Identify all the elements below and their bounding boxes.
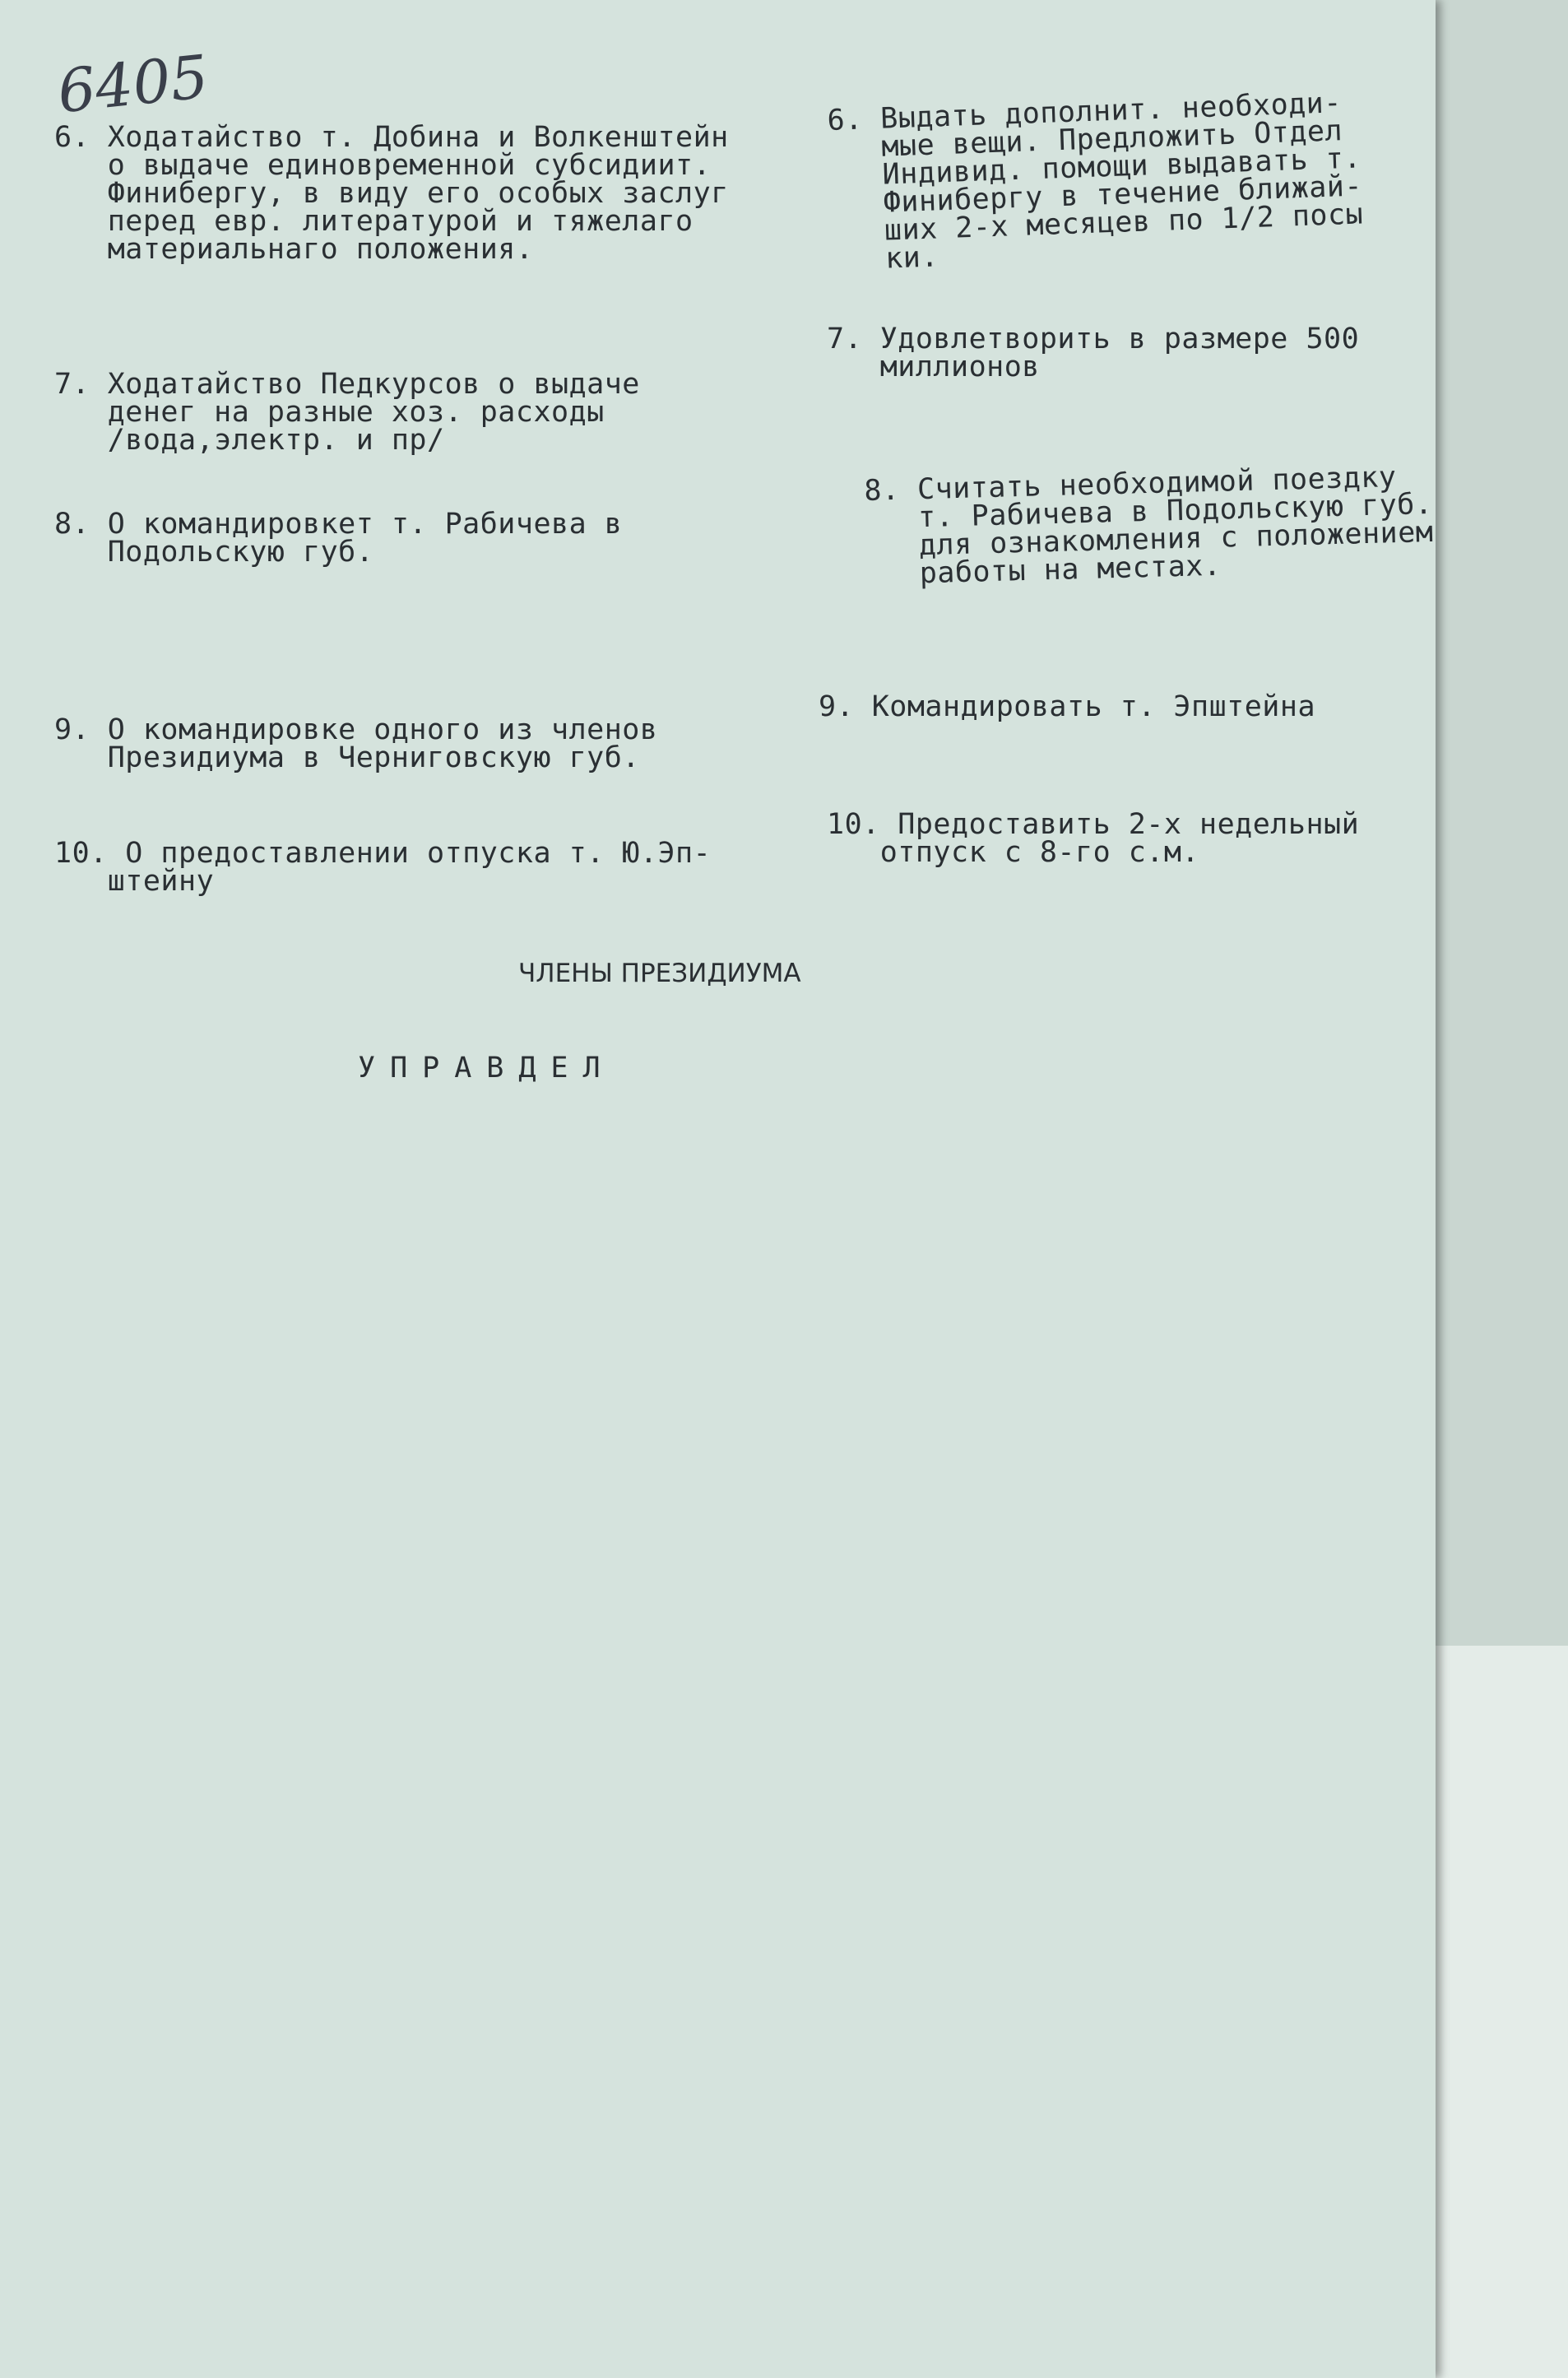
right-item-7: 7. Удовлетворить в размере 500 миллионов [827,323,1360,383]
left-item-8: 8. О командировкет т. Рабичева в Подольскую губ. [54,508,623,569]
right-item-9: 9. Командировать т. Эпштейна [819,690,1316,723]
signature-label: УПРАВДЕЛ [358,1052,615,1084]
left-item-9: 9. О командировке одного из членов Президиума в Черниговскую губ. [54,713,658,774]
left-item-7: 7. Ходатайство Педкурсов о выдаче денег на разные хоз. расходы /вода,электр. и пр/ [54,368,640,457]
right-item-10: 10. Предоставить 2-х недельный отпуск с 8-го с.м. [827,808,1360,869]
underlying-page-strip [1436,1646,1568,2378]
left-item-6: 6. Ходатайство т. Добина и Волкенштейн о выдаче единовременной субсидиит. Финибергу, в виду его особых заслуг перед евр. литературой и тяжелаго материальнаго положения. [54,121,729,266]
right-item-6: 6. Выдать дополнит. необходи- мые вещи. Предложить Отдел Индивид. помощи выдавать т. Финибергу в течение ближай- ших 2-х месяцев по 1/2 посы ки. [826,86,1364,277]
archive-number: 6405 [54,41,212,127]
members-heading: ЧЛЕНЫ ПРЕЗИДИУМА [518,959,801,988]
right-item-8: 8. Считать необходимой поездку т. Рабичева в Подольскую губ. для ознакомления с положением работы на местах. [863,461,1434,592]
left-item-10: 10. О предоставлении отпуска т. Ю.Эп- штейну [54,837,712,898]
